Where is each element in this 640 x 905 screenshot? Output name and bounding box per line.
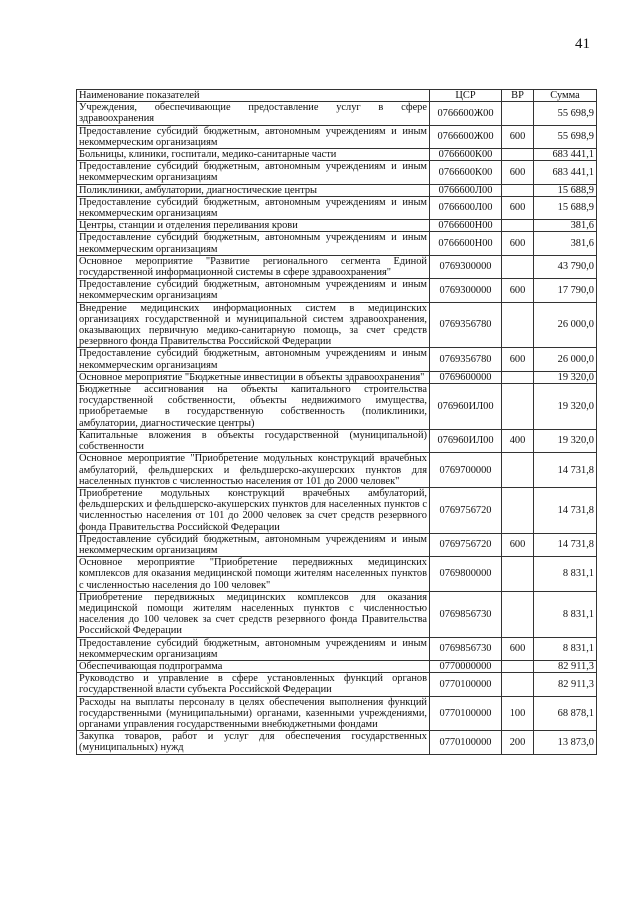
cell-name: Предоставление субсидий бюджетным, автономным учреждениям и иным некоммерческим организациям bbox=[77, 161, 430, 184]
cell-name: Капитальные вложения в объекты государственной (муниципальной) собственности bbox=[77, 429, 430, 452]
cell-vr bbox=[502, 453, 534, 488]
table-row bbox=[77, 696, 597, 731]
table-row bbox=[77, 384, 597, 430]
cell-sum: 82 911,3 bbox=[534, 673, 597, 696]
cell-vr: 600 bbox=[502, 232, 534, 255]
cell-vr bbox=[502, 557, 534, 592]
table-row bbox=[77, 279, 597, 302]
table-row bbox=[77, 232, 597, 255]
cell-sum: 26 000,0 bbox=[534, 302, 597, 348]
table-body bbox=[77, 102, 597, 754]
table-row bbox=[77, 557, 597, 592]
table-row bbox=[77, 487, 597, 533]
table-row bbox=[77, 125, 597, 148]
cell-vr bbox=[502, 220, 534, 232]
cell-vr bbox=[502, 371, 534, 383]
cell-name: Предоставление субсидий бюджетным, автономным учреждениям и иным некоммерческим организациям bbox=[77, 125, 430, 148]
cell-sum: 68 878,1 bbox=[534, 696, 597, 731]
cell-name: Основное мероприятие "Приобретение модульных конструкций врачебных амбулаторий, фельдшерских и фельдшерско-акушерских пунктов для населенных пунктов с численностью населения от 101 до 2000 человек" bbox=[77, 453, 430, 488]
cell-vr bbox=[502, 184, 534, 196]
cell-csr: 0766600Ж00 bbox=[430, 102, 502, 125]
cell-sum: 14 731,8 bbox=[534, 487, 597, 533]
cell-name: Предоставление субсидий бюджетным, автономным учреждениям и иным некоммерческим организациям bbox=[77, 232, 430, 255]
cell-csr: 0769300000 bbox=[430, 255, 502, 278]
cell-name: Предоставление субсидий бюджетным, автономным учреждениям и иным некоммерческим организациям bbox=[77, 279, 430, 302]
cell-name: Центры, станции и отделения переливания крови bbox=[77, 220, 430, 232]
cell-vr: 200 bbox=[502, 731, 534, 754]
cell-sum: 381,6 bbox=[534, 232, 597, 255]
cell-vr bbox=[502, 102, 534, 125]
table-row bbox=[77, 453, 597, 488]
table-row bbox=[77, 637, 597, 660]
table-row bbox=[77, 591, 597, 637]
cell-csr: 0766600Н00 bbox=[430, 232, 502, 255]
cell-name: Поликлиники, амбулатории, диагностические центры bbox=[77, 184, 430, 196]
cell-csr: 0769756720 bbox=[430, 533, 502, 556]
cell-csr: 0769700000 bbox=[430, 453, 502, 488]
table-row bbox=[77, 673, 597, 696]
cell-sum: 8 831,1 bbox=[534, 557, 597, 592]
cell-csr: 0770100000 bbox=[430, 673, 502, 696]
cell-name: Внедрение медицинских информационных систем в медицинских организациях государственной и муниципальной систем здравоохранения, оказывающих первичную медико-санитарную помощь, за счет средств резервного фонда Правительства Российской Федерации bbox=[77, 302, 430, 348]
cell-sum: 14 731,8 bbox=[534, 533, 597, 556]
cell-name: Предоставление субсидий бюджетным, автономным учреждениям и иным некоммерческим организациям bbox=[77, 348, 430, 371]
table-row bbox=[77, 533, 597, 556]
cell-sum: 381,6 bbox=[534, 220, 597, 232]
table-row bbox=[77, 161, 597, 184]
cell-vr bbox=[502, 255, 534, 278]
table-row bbox=[77, 255, 597, 278]
cell-csr: 0770100000 bbox=[430, 731, 502, 754]
cell-name: Основное мероприятие "Приобретение передвижных медицинских комплексов для оказания медицинской помощи жителям населенных пунктов с численностью населения до 100 человек" bbox=[77, 557, 430, 592]
table-row bbox=[77, 371, 597, 383]
table-row bbox=[77, 102, 597, 125]
table-row bbox=[77, 731, 597, 754]
page-number: 41 bbox=[575, 36, 590, 52]
cell-sum: 683 441,1 bbox=[534, 149, 597, 161]
cell-name: Больницы, клиники, госпитали, медико-санитарные части bbox=[77, 149, 430, 161]
cell-csr: 0770000000 bbox=[430, 660, 502, 672]
cell-csr: 076960ИЛ00 bbox=[430, 384, 502, 430]
cell-name: Приобретение модульных конструкций врачебных амбулаторий, фельдшерских и фельдшерско-акушерских пунктов для населенных пунктов с численностью населения от 101 до 2000 человек за счет средств резервного фонда Правительства Российской Федерации bbox=[77, 487, 430, 533]
cell-sum: 15 688,9 bbox=[534, 184, 597, 196]
table-row bbox=[77, 348, 597, 371]
cell-vr bbox=[502, 149, 534, 161]
cell-name: Основное мероприятие "Развитие регионального сегмента Единой государственной информационной системы в сфере здравоохранения" bbox=[77, 255, 430, 278]
cell-vr bbox=[502, 591, 534, 637]
cell-name: Бюджетные ассигнования на объекты капитального строительства государственной собственности, объекты недвижимого имущества, приобретаемые в государственную собственность (поликлиники, амбулатории, диагностические центры) bbox=[77, 384, 430, 430]
cell-vr: 600 bbox=[502, 196, 534, 219]
cell-vr: 600 bbox=[502, 348, 534, 371]
table-row bbox=[77, 429, 597, 452]
table-row bbox=[77, 302, 597, 348]
cell-csr: 0766600К00 bbox=[430, 149, 502, 161]
cell-csr: 0766600Л00 bbox=[430, 196, 502, 219]
cell-vr bbox=[502, 384, 534, 430]
cell-vr: 600 bbox=[502, 125, 534, 148]
cell-name: Обеспечивающая подпрограмма bbox=[77, 660, 430, 672]
cell-csr: 0769856730 bbox=[430, 637, 502, 660]
cell-name: Руководство и управление в сфере установленных функций органов государственной власти субъекта Российской Федерации bbox=[77, 673, 430, 696]
cell-sum: 55 698,9 bbox=[534, 102, 597, 125]
table-row bbox=[77, 184, 597, 196]
cell-sum: 82 911,3 bbox=[534, 660, 597, 672]
cell-csr: 076960ИЛ00 bbox=[430, 429, 502, 452]
table-row bbox=[77, 660, 597, 672]
cell-name: Основное мероприятие "Бюджетные инвестиции в объекты здравоохранения" bbox=[77, 371, 430, 383]
cell-csr: 0769856730 bbox=[430, 591, 502, 637]
cell-sum: 683 441,1 bbox=[534, 161, 597, 184]
cell-name: Закупка товаров, работ и услуг для обеспечения государственных (муниципальных) нужд bbox=[77, 731, 430, 754]
cell-csr: 0769600000 bbox=[430, 371, 502, 383]
cell-csr: 0769756720 bbox=[430, 487, 502, 533]
cell-sum: 19 320,0 bbox=[534, 371, 597, 383]
cell-vr: 600 bbox=[502, 533, 534, 556]
budget-table bbox=[76, 89, 597, 755]
header-vr: ВР bbox=[502, 90, 534, 102]
table-row bbox=[77, 196, 597, 219]
cell-vr: 600 bbox=[502, 637, 534, 660]
cell-vr: 600 bbox=[502, 279, 534, 302]
cell-sum: 55 698,9 bbox=[534, 125, 597, 148]
cell-sum: 15 688,9 bbox=[534, 196, 597, 219]
cell-sum: 8 831,1 bbox=[534, 591, 597, 637]
cell-csr: 0769800000 bbox=[430, 557, 502, 592]
cell-vr bbox=[502, 302, 534, 348]
cell-csr: 0769300000 bbox=[430, 279, 502, 302]
cell-vr: 600 bbox=[502, 161, 534, 184]
cell-sum: 14 731,8 bbox=[534, 453, 597, 488]
header-name: Наименование показателей bbox=[77, 90, 430, 102]
cell-vr: 100 bbox=[502, 696, 534, 731]
cell-name: Учреждения, обеспечивающие предоставление услуг в сфере здравоохранения bbox=[77, 102, 430, 125]
header-sum: Сумма bbox=[534, 90, 597, 102]
cell-name: Предоставление субсидий бюджетным, автономным учреждениям и иным некоммерческим организациям bbox=[77, 637, 430, 660]
cell-sum: 19 320,0 bbox=[534, 429, 597, 452]
table-header-row bbox=[77, 90, 597, 102]
cell-sum: 43 790,0 bbox=[534, 255, 597, 278]
cell-vr bbox=[502, 660, 534, 672]
cell-csr: 0766600Л00 bbox=[430, 184, 502, 196]
cell-sum: 8 831,1 bbox=[534, 637, 597, 660]
cell-name: Предоставление субсидий бюджетным, автономным учреждениям и иным некоммерческим организациям bbox=[77, 196, 430, 219]
cell-csr: 0766600Ж00 bbox=[430, 125, 502, 148]
cell-name: Предоставление субсидий бюджетным, автономным учреждениям и иным некоммерческим организациям bbox=[77, 533, 430, 556]
cell-name: Приобретение передвижных медицинских комплексов для оказания медицинской помощи жителям населенных пунктов с численностью населения до 100 человек за счет средств резервного фонда Правительства Российской Федерации bbox=[77, 591, 430, 637]
cell-csr: 0766600К00 bbox=[430, 161, 502, 184]
cell-vr bbox=[502, 673, 534, 696]
cell-vr bbox=[502, 487, 534, 533]
cell-csr: 0769356780 bbox=[430, 302, 502, 348]
cell-sum: 13 873,0 bbox=[534, 731, 597, 754]
table-row bbox=[77, 149, 597, 161]
cell-name: Расходы на выплаты персоналу в целях обеспечения выполнения функций государственными (муниципальными) органами, казенными учреждениями, органами управления государственными внебюджетными фондами bbox=[77, 696, 430, 731]
cell-csr: 0770100000 bbox=[430, 696, 502, 731]
table-row bbox=[77, 220, 597, 232]
cell-csr: 0766600Н00 bbox=[430, 220, 502, 232]
cell-csr: 0769356780 bbox=[430, 348, 502, 371]
header-csr: ЦСР bbox=[430, 90, 502, 102]
cell-vr: 400 bbox=[502, 429, 534, 452]
cell-sum: 26 000,0 bbox=[534, 348, 597, 371]
cell-sum: 17 790,0 bbox=[534, 279, 597, 302]
cell-sum: 19 320,0 bbox=[534, 384, 597, 430]
